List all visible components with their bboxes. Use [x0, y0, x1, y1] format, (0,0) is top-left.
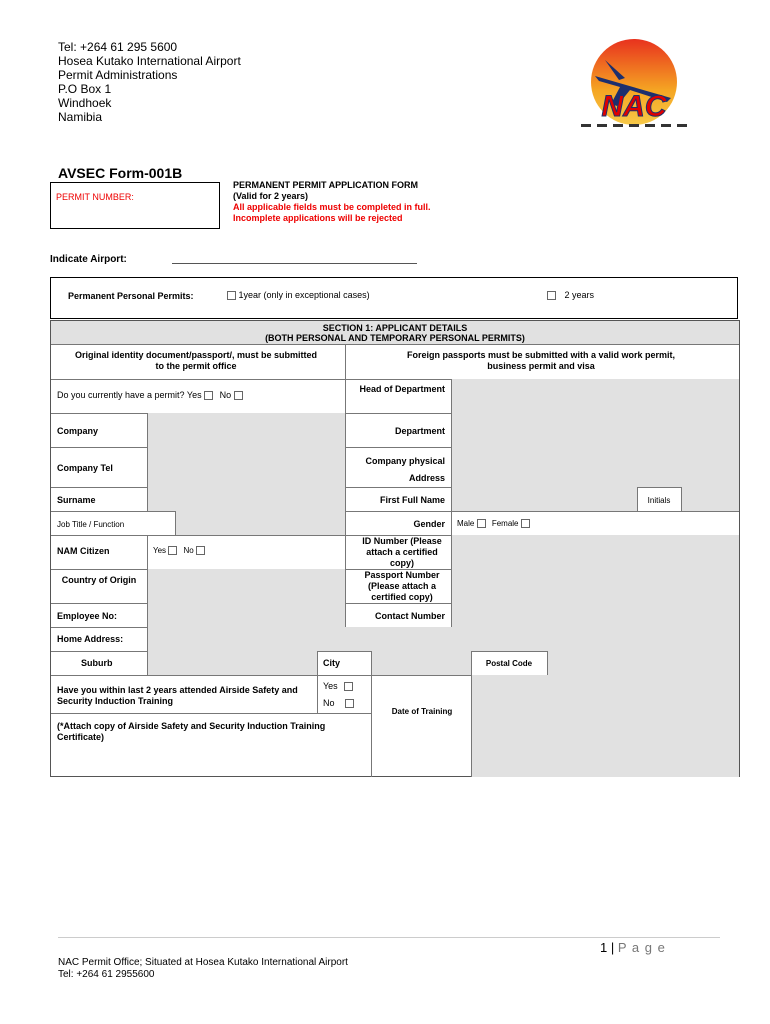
- have-permit-no-label: No: [219, 390, 232, 400]
- option-2years-label: 2 years: [564, 290, 595, 300]
- address-line: Permit Administrations: [58, 68, 178, 82]
- passport-number-label: Passport Number (Please attach a certified copy): [364, 570, 440, 602]
- address-line: Namibia: [58, 110, 103, 124]
- permits-label: Permanent Personal Permits:: [68, 291, 194, 301]
- company-address-field[interactable]: [451, 447, 739, 487]
- head-of-department-field[interactable]: [451, 379, 739, 413]
- nam-citizen-options: [153, 546, 205, 555]
- address-line: Tel: +264 61 295 5600: [58, 40, 178, 54]
- initials-field[interactable]: [681, 487, 739, 511]
- job-title-field[interactable]: [175, 511, 345, 535]
- department-label: Department: [394, 426, 445, 436]
- form-warning: Incomplete applications will be rejected: [233, 213, 403, 223]
- footer-divider: [58, 937, 720, 938]
- airside-question: Have you within last 2 years attended Airside Safety and Security Induction Training: [57, 685, 298, 706]
- department-field[interactable]: [451, 413, 739, 447]
- form-title-block: [233, 180, 431, 224]
- section-header: [51, 321, 739, 344]
- home-address-field[interactable]: [147, 627, 739, 651]
- contact-number-label: Contact Number: [374, 611, 445, 621]
- head-of-department-label: Head of Department: [359, 384, 445, 394]
- office-address: [58, 40, 241, 124]
- city-label: City: [323, 658, 341, 668]
- form-validity: (Valid for 2 years): [233, 191, 309, 201]
- postal-code-label: Postal Code: [485, 659, 533, 668]
- permit-number-box[interactable]: [50, 182, 220, 229]
- nac-logo: [575, 38, 693, 130]
- id-number-label: ID Number (Please attach a certified copy): [362, 536, 442, 568]
- footer-line: NAC Permit Office; Situated at Hosea Kutako International Airport: [58, 957, 348, 968]
- job-title-label: Job Title / Function: [57, 520, 125, 529]
- employee-no-field[interactable]: [147, 603, 345, 627]
- company-field[interactable]: [147, 413, 345, 447]
- applicant-details-section: [50, 320, 740, 777]
- airport-input-line[interactable]: [172, 263, 417, 264]
- section-subtitle: (BOTH PERSONAL AND TEMPORARY PERSONAL PERMITS): [265, 333, 525, 343]
- company-tel-label: Company Tel: [57, 463, 113, 473]
- attach-note: (*Attach copy of Airside Safety and Security Induction Training Certificate): [57, 721, 326, 742]
- gender-label: Gender: [413, 519, 445, 529]
- id-number-field[interactable]: [451, 535, 739, 569]
- have-permit-no-checkbox[interactable]: [234, 391, 243, 400]
- airside-no-checkbox[interactable]: [345, 699, 354, 708]
- company-label: Company: [57, 426, 99, 436]
- female-label: Female: [491, 519, 519, 528]
- nam-citizen-no-checkbox[interactable]: [196, 546, 205, 555]
- first-name-field[interactable]: [451, 487, 637, 511]
- nam-citizen-label: NAM Citizen: [57, 546, 110, 556]
- airside-yes-checkbox[interactable]: [344, 682, 353, 691]
- no-label: No: [183, 546, 194, 555]
- footer-line: Tel: +264 61 2955600: [58, 969, 155, 980]
- passport-number-field[interactable]: [451, 569, 739, 603]
- contact-number-field[interactable]: [451, 603, 739, 627]
- permit-number-label: PERMIT NUMBER:: [56, 192, 134, 202]
- airside-no-label: No: [323, 698, 335, 708]
- female-checkbox[interactable]: [521, 519, 530, 528]
- form-title: PERMANENT PERMIT APPLICATION FORM: [233, 180, 418, 190]
- male-label: Male: [457, 519, 475, 528]
- note-left: Original identity document/passport/, must be submitted to the permit office: [74, 350, 318, 371]
- country-of-origin-field[interactable]: [147, 569, 345, 603]
- airside-yes: [323, 681, 353, 691]
- have-permit-label: Do you currently have a permit? Yes: [57, 390, 202, 400]
- address-line: Hosea Kutako International Airport: [58, 54, 241, 68]
- company-physical-label: Company physical: [365, 456, 445, 466]
- checkbox-1year[interactable]: [227, 291, 236, 300]
- address-line: Windhoek: [58, 96, 112, 110]
- page-number-value: 1: [600, 940, 608, 955]
- footer-text: [58, 957, 348, 981]
- airport-label: Indicate Airport:: [50, 254, 127, 265]
- airside-no: [323, 698, 354, 708]
- option-2years: [547, 290, 594, 300]
- date-of-training-field[interactable]: [471, 675, 739, 777]
- yes-label: Yes: [153, 546, 167, 555]
- permit-duration-box: [50, 277, 738, 319]
- employee-no-label: Employee No:: [57, 611, 118, 621]
- home-address-label: Home Address:: [57, 634, 124, 644]
- initials-label: Initials: [647, 496, 671, 505]
- suburb-field[interactable]: [147, 651, 317, 675]
- city-field[interactable]: [371, 651, 471, 675]
- note-right: Foreign passports must be submitted with a valid work permit, business permit and visa: [406, 350, 676, 371]
- company-address-label: Address: [408, 473, 445, 483]
- date-of-training-label: Date of Training: [391, 707, 453, 716]
- suburb-label: Suburb: [81, 658, 113, 668]
- company-tel-field[interactable]: [147, 447, 345, 487]
- nam-citizen-yes-checkbox[interactable]: [168, 546, 177, 555]
- form-warning: All applicable fields must be completed in full.: [233, 202, 431, 212]
- option-1year-label: 1year (only in exceptional cases): [238, 290, 370, 300]
- gender-options: [457, 519, 530, 528]
- section-title: SECTION 1: APPLICANT DETAILS: [322, 323, 468, 333]
- checkbox-2years[interactable]: [547, 291, 556, 300]
- first-name-label: First Full Name: [379, 495, 445, 505]
- airside-yes-label: Yes: [323, 681, 338, 691]
- page-label: P a g e: [617, 940, 666, 955]
- surname-field[interactable]: [147, 487, 345, 511]
- option-1year: [227, 290, 370, 300]
- address-line: P.O Box 1: [58, 82, 112, 96]
- form-number: AVSEC Form-001B: [58, 165, 183, 181]
- page-number: 1 | P a g e: [600, 940, 666, 955]
- have-permit-question: [57, 390, 243, 400]
- have-permit-yes-checkbox[interactable]: [204, 391, 213, 400]
- surname-label: Surname: [57, 495, 96, 505]
- male-checkbox[interactable]: [477, 519, 486, 528]
- logo-text: NAC: [601, 90, 667, 123]
- postal-code-field[interactable]: [547, 651, 739, 675]
- country-of-origin-label: Country of Origin: [61, 575, 137, 585]
